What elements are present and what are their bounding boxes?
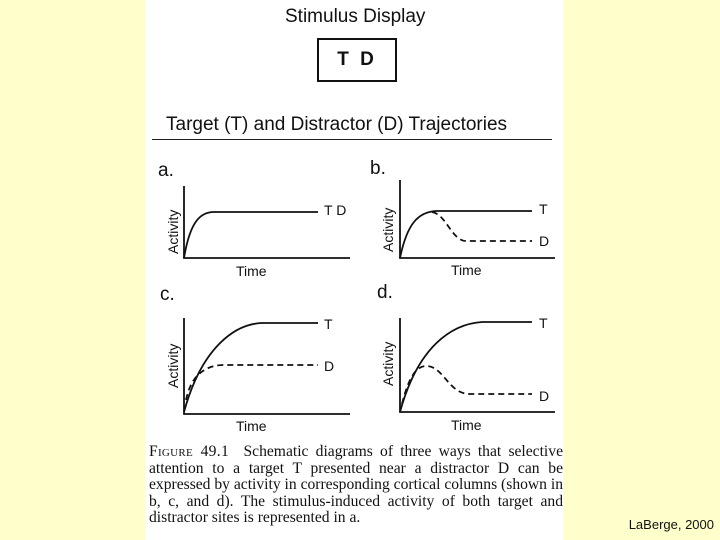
panel-c-curve-distractor [186, 365, 318, 400]
panel-d-axes [400, 318, 555, 412]
panel-d-label: d. [377, 282, 393, 303]
stimulus-letters: T D [337, 49, 377, 70]
panel-b-curve-distractor [432, 212, 532, 241]
panel-b-graph [400, 180, 555, 258]
panel-a-label-td: T D [324, 202, 347, 218]
panel-c-label-target: T [324, 316, 333, 332]
panel-c-curve-target [184, 323, 318, 412]
figure-label: Figure 49.1 [149, 443, 230, 460]
panel-d-curve-distractor [402, 366, 532, 404]
panel-d-label-target: T [539, 315, 548, 331]
panel-a-axes [184, 186, 350, 258]
panel-d-xlabel: Time [451, 417, 482, 433]
panel-b-curve-target [400, 211, 532, 258]
panel-c-label: c. [160, 284, 175, 305]
panel-a-graph [184, 186, 350, 258]
panel-b-label: b. [370, 158, 386, 179]
trajectories-title: Target (T) and Distractor (D) Trajectories [166, 114, 508, 135]
panel-c-ylabel: Activity [165, 343, 181, 388]
figure-caption [149, 444, 563, 527]
panel-b-label-target: T [539, 201, 548, 217]
panel-a-xlabel: Time [236, 263, 267, 279]
panel-a-curve-td [184, 212, 318, 258]
panel-a-label: a. [158, 160, 174, 181]
stimulus-display-title: Stimulus Display [285, 6, 426, 27]
caption-text: Schematic diagrams of three ways that selective attention to a target T presented near a distractor D can be expressed by activity in corresponding cortical columns (shown in b, c, and d). The stimulus-induced activity of both target and distractor sites is represented in a. [149, 443, 564, 527]
panel-a-ylabel: Activity [165, 209, 181, 254]
panel-d-label-distractor: D [539, 388, 550, 404]
panel-c-xlabel: Time [236, 418, 267, 434]
panel-c-label-distractor: D [324, 358, 335, 374]
citation-credit: LaBerge, 2000 [628, 517, 714, 532]
panel-d-graph [400, 318, 555, 412]
panel-b-label-distractor: D [539, 233, 550, 249]
panel-b-axes [400, 180, 555, 258]
panel-b-xlabel: Time [451, 262, 482, 278]
panel-d-ylabel: Activity [380, 341, 396, 386]
panel-b-ylabel: Activity [380, 207, 396, 252]
